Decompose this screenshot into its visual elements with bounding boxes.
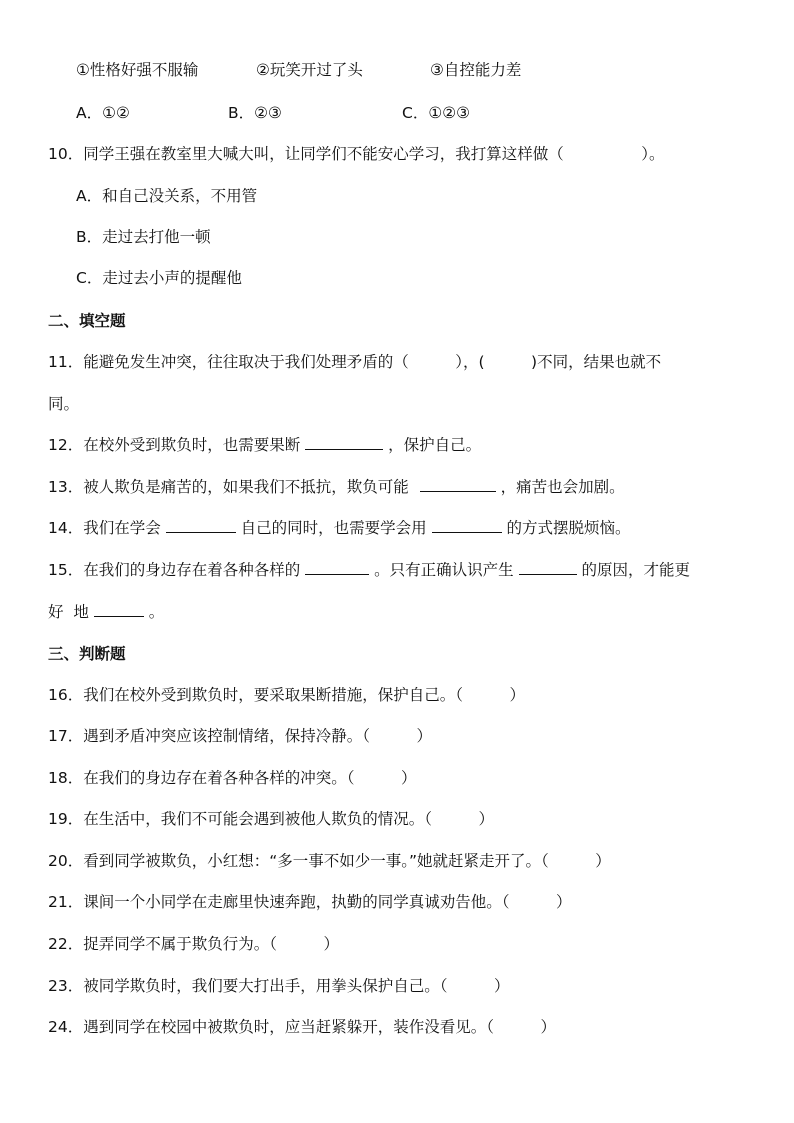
q15-line2: [48, 602, 164, 622]
judge-item-23: 23．被同学欺负时，我们要大打出手，用拳头保护自己。（ ）: [48, 977, 510, 995]
q15-text-b: 。只有正确认识产生: [374, 561, 514, 579]
q15-blank-3[interactable]: [94, 602, 144, 617]
q9-reason-2: ②玩笑开过了头: [256, 61, 363, 79]
q10-option-b: B．走过去打他一顿: [76, 228, 211, 246]
judge-item-19: 19．在生活中，我们不可能会遇到被他人欺负的情况。（ ）: [48, 810, 494, 828]
judge-item-21: 21．课间一个小同学在走廊里快速奔跑，执勤的同学真诚劝告他。（ ）: [48, 893, 572, 911]
q12-blank[interactable]: [305, 435, 383, 450]
judge-item-20: 20．看到同学被欺负，小红想：“多一事不如少一事。”她就赶紧走开了。（ ）: [48, 852, 611, 870]
q13-text-a: 13．被人欺负是痛苦的，如果我们不抵抗，欺负可能: [48, 478, 409, 496]
q15-text-c: 的原因，才能更: [581, 561, 691, 579]
q13: [48, 477, 625, 497]
judge-item-16: 16．我们在校外受到欺负时，要采取果断措施，保护自己。（ ）: [48, 686, 525, 704]
q11-line1: 11．能避免发生冲突，往往取决于我们处理矛盾的（ ），( )不同，结果也就不: [48, 353, 662, 371]
judge-item-18: 18．在我们的身边存在着各种各样的冲突。（ ）: [48, 769, 417, 787]
q10-stem: 10．同学王强在教室里大喊大叫，让同学们不能安心学习，我打算这样做（ ）。: [48, 145, 665, 163]
q9-option-b: B．②③: [228, 104, 282, 122]
judge-item-22: 22．捉弄同学不属于欺负行为。（ ）: [48, 935, 339, 953]
q12-text-a: 12．在校外受到欺负时，也需要果断: [48, 436, 301, 454]
q14-blank-2[interactable]: [432, 518, 502, 533]
q15-text-e: 。: [148, 603, 165, 621]
q9-reason-1: ①性格好强不服输: [76, 61, 199, 79]
q15-blank-1[interactable]: [305, 560, 369, 575]
q14-text-a: 14．我们在学会: [48, 519, 161, 537]
q10-option-c: C．走过去小声的提醒他: [76, 269, 242, 287]
q12: [48, 435, 481, 455]
judge-item-17: 17．遇到矛盾冲突应该控制情绪，保持冷静。（ ）: [48, 727, 432, 745]
q14-blank-1[interactable]: [166, 518, 236, 533]
q13-blank[interactable]: [420, 477, 496, 492]
q12-text-b: ，保护自己。: [388, 436, 482, 454]
q14-text-c: 的方式摆脱烦恼。: [506, 519, 631, 537]
q11-line2: 同。: [48, 395, 80, 413]
section-judge-heading: 三、判断题: [48, 645, 126, 663]
section-fill-heading: 二、填空题: [48, 312, 126, 330]
q15-blank-2[interactable]: [519, 560, 577, 575]
q15-text-a: 15．在我们的身边存在着各种各样的: [48, 561, 301, 579]
q14-text-b: 自己的同时，也需要学会用: [240, 519, 427, 537]
q14: [48, 518, 631, 538]
q15-text-d: 好 地: [48, 603, 89, 621]
q10-option-a: A．和自己没关系，不用管: [76, 187, 258, 205]
q9-reason-3: ③自控能力差: [430, 61, 522, 79]
q15-line1: [48, 560, 690, 580]
q13-text-b: ，痛苦也会加剧。: [500, 478, 625, 496]
judge-item-24: 24．遇到同学在校园中被欺负时，应当赶紧躲开，装作没看见。（ ）: [48, 1018, 556, 1036]
q9-option-c: C．①②③: [402, 104, 471, 122]
q9-option-a: A．①②: [76, 104, 130, 122]
